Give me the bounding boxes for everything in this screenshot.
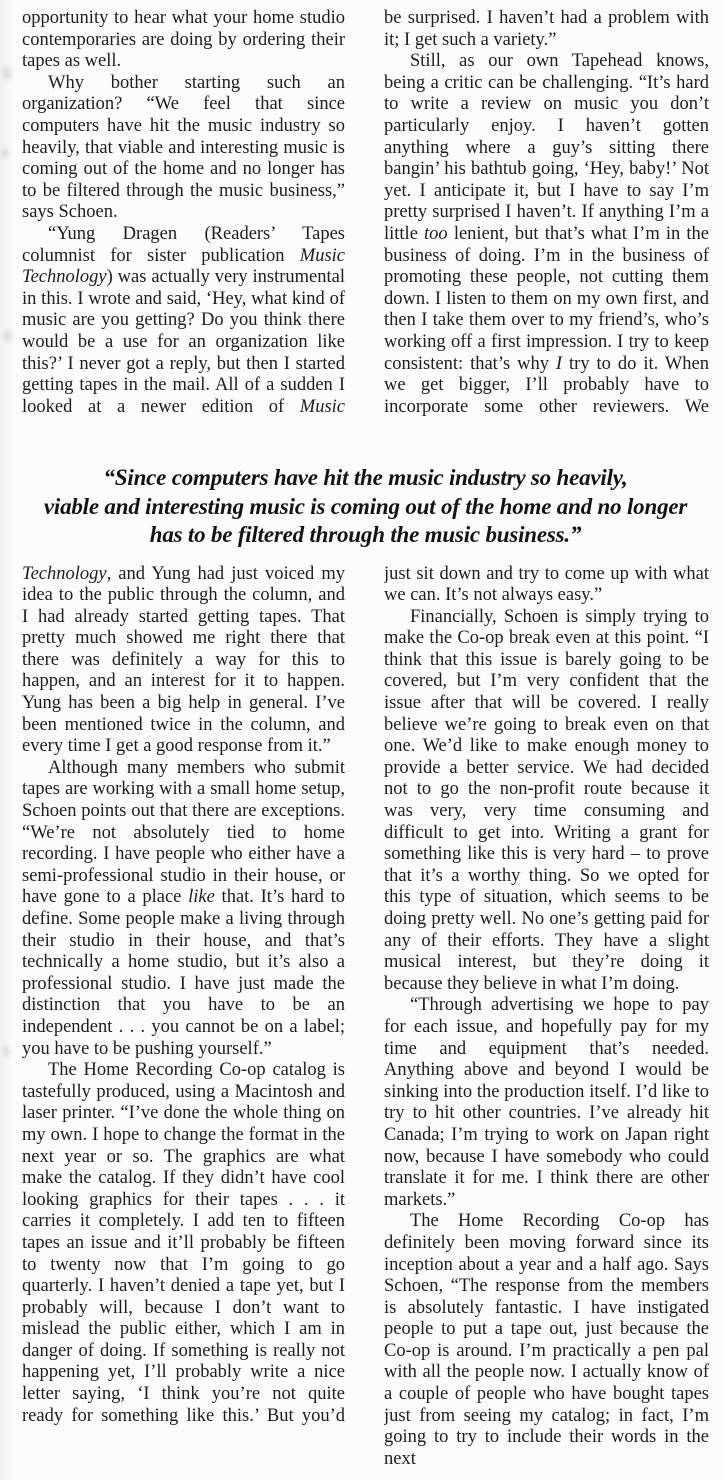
paragraph: The Home Recording Co-op catalog is tastefully produced, using a Macintosh and laser printer. “I’ve done the whole thing on my own. I hope to change the format in the next year or so. The graphics are what make the catalog. If they didn’t have cool looking graphics for their tapes . . . it carries it completely. I add ten to fifteen tapes an issue and it’ll probably be fifteen to twenty now that I’m going to go quarterly. I haven’t denied a tape yet, but I probably will, because I don’t want to mislead the public either, which I am in danger of doing. If something is really not happening yet, I’ll probably write a nice letter saying, ‘I think you’re not quite ready for something like this.’ But you’d — [22, 1060, 345, 1426]
pull-quote-line: “Since computers have hit the music industry so heavily, — [103, 465, 628, 490]
bottom-text-band — [22, 564, 709, 1480]
scan-artifact — [3, 330, 12, 342]
scan-artifact — [2, 66, 12, 80]
pull-quote-line: has to be filtered through the music business.” — [149, 522, 582, 547]
paragraph: The Home Recording Co-op has definitely been moving forward since its inception about a year and a half ago. Says Schoen, “The response from the members is absolutely fantastic. I have instigated people to put a tape out, just because the Co-op is around. I’m practically a pen pal with all the people now. I actually know of a couple of people who have bought tapes just from seeing my catalog; in fact, I’m going to try to include their words in the next — [384, 1211, 709, 1469]
paragraph: “Through advertising we hope to pay for each issue, and hopefully pay for my time and equipment that’s needed. Anything above and beyond I would be sinking into the production itself. I’d like to try to hit other countries. I’ve already hit Canada; I’m trying to work on Japan right now, because I have somebody who could translate it for me. I think there are other markets.” — [384, 995, 709, 1210]
paragraph: Why bother starting such an organization? “We feel that since computers have hit the music industry so heavily, that viable and interesting music is coming out of the home and no longer has to be filtered through the music business,” says Schoen. — [22, 72, 345, 223]
paragraph: “Yung Dragen (Readers’ Tapes columnist for sister publication Music Technology) was actually very instrumental in this. I wrote and said, ‘Hey, what kind of music are you getting? Do you think there would be a use for an organization like this?’ I never got a reply, but then I started getting tapes in the mail. All of a sudden I looked at a newer edition of Music — [22, 223, 345, 417]
paragraph: Still, as our own Tapehead knows, being a critic can be challenging. “It’s hard to write a review on music you don’t particularly enjoy. I haven’t gotten anything where a guy’s sitting there bangin’ his bathtub going, ‘Hey, baby!’ Not yet. I anticipate it, but I have to say I’m pretty surprised I haven’t. If anything I’m a little too lenient, but that’s what I’m in the business of doing. I’m in the business of promoting these people, not cutting them down. I listen to them on my own first, and then I take them over to my friend’s, who’s working off a first impression. I try to keep consistent: that’s why I try to do it. When we get bigger, I’ll probably have to incorporate some other reviewers. We — [384, 51, 709, 417]
paragraph: Financially, Schoen is simply trying to make the Co-op break even at this point. “I think that this issue is barely going to be covered, but I’m very confident that the issue after that will be covered. I really believe we’re going to break even on that one. We’d like to make enough money to provide a better service. We had decided not to go the non-profit route because it was very, very time consuming and difficult to get into. Writing a grant for something like this is very hard – to prove that it’s a worthy thing. So we opted for this type of situation, which seems to be doing pretty well. No one’s getting paid for any of their efforts. They have a slight musical interest, but they’re doing it because they believe in what I’m doing. — [384, 606, 709, 994]
paragraph: opportunity to hear what your home studio contemporaries are doing by ordering their tapes as well. — [22, 8, 345, 72]
scan-artifact — [2, 1046, 10, 1057]
paragraph: Although many members who submit tapes are working with a small home setup, Schoen points out that there are exceptions. “We’re not absolutely tied to home recording. I have people who either have a semi-professional studio in their house, or have gone to a place like that. It’s hard to define. Some people make a living through their studio in their house, and that’s technically a home studio, but it’s also a professional studio. I have just made the distinction that you have to be an independent . . . you cannot be on a label; you have to be pushing yourself.” — [22, 757, 345, 1059]
paragraph: be surprised. I haven’t had a problem with it; I get such a variety.” — [384, 8, 709, 50]
pull-quote — [22, 464, 709, 550]
top-left-column — [22, 8, 345, 448]
scan-artifact — [1, 148, 9, 158]
bottom-right-column — [384, 564, 709, 1480]
bottom-left-column — [22, 564, 345, 1480]
pull-quote-line: viable and interesting music is coming out of the home and no longer — [43, 493, 688, 519]
top-right-column — [384, 8, 709, 448]
top-text-band — [22, 8, 709, 448]
paragraph: just sit down and try to come up with what we can. It’s not always easy.” — [384, 563, 709, 606]
paragraph: Technology, and Yung had just voiced my idea to the public through the column, and I had already started getting tapes. That pretty much showed me right there that there was definitely a way for this to happen, and an interest for it to happen. Yung has been a big help in general. I’ve been mentioned twice in the column, and every time I get a good response from it.” — [22, 563, 345, 757]
